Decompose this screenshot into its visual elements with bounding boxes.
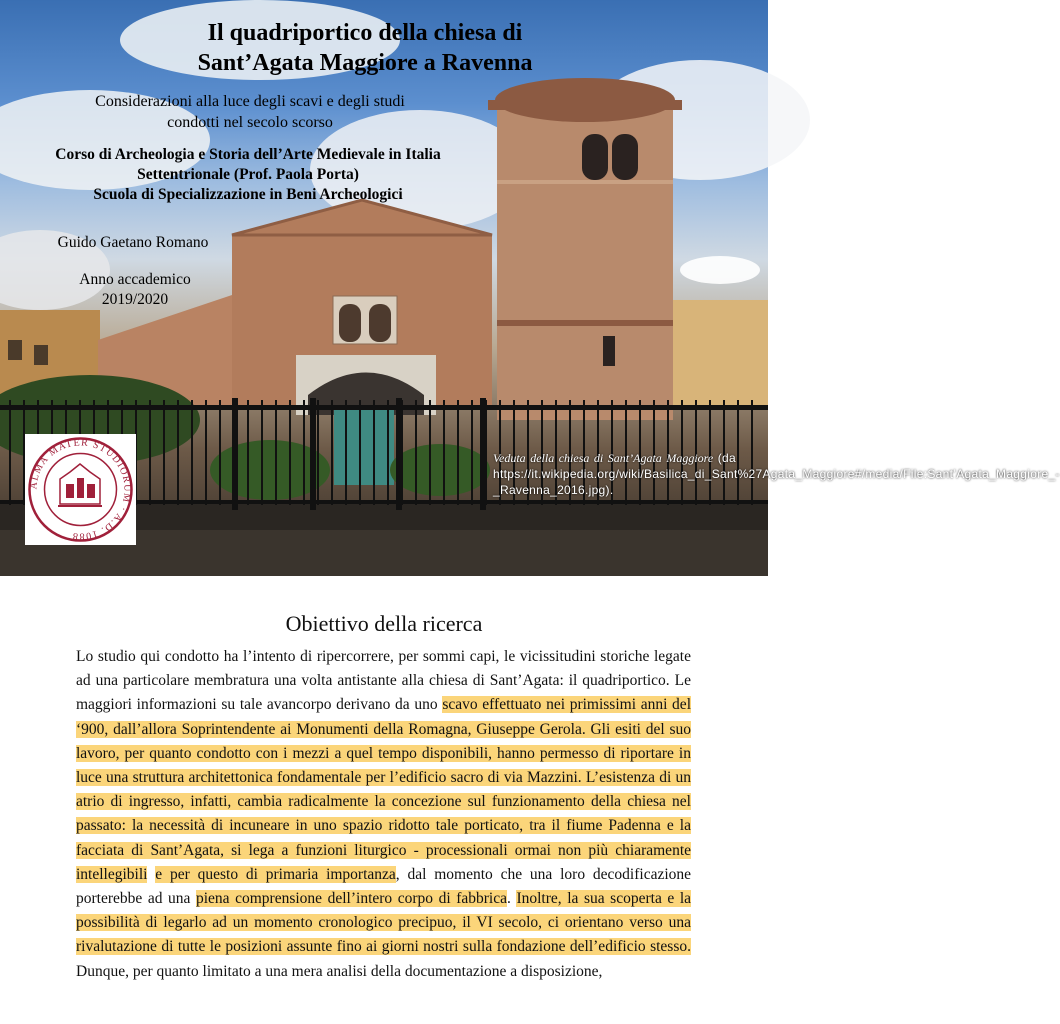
body-paragraph	[76, 645, 691, 984]
seal-icon	[25, 434, 136, 545]
highlighted-text: piena comprensione dell’intero corpo di fabbrica	[195, 890, 507, 908]
caption-lead: Veduta della chiesa di Sant’Agata Maggiore	[493, 451, 714, 465]
caption-source-link[interactable]: (da https://it.wikipedia.org/wiki/Basilica_di_Sant%27Agata_Maggiore#/media/File:Sant’Agata_Maggiore_-_Ravenna_2016.jpg).	[493, 451, 1060, 497]
academic-year	[30, 270, 240, 310]
author-name: Guido Gaetano Romano	[57, 234, 209, 251]
year-label: Anno accademico	[79, 271, 191, 288]
course-info	[10, 145, 486, 205]
highlighted-text: scavo effettuato nei primissimi anni del ‘900, dall’allora Soprintendente ai Monumenti della Romagna, Giuseppe Gerola. Gli esiti del suo lavoro, per quanto condotto con i mezzi a quel tempo disponibili, hanno permesso di riportare in luce una struttura architettonica fondamentale per l’edificio sacro di via Mazzini. L’esistenza di un atrio di ingresso, infatti, cambia radicalmente la concezione sul funzionamento della chiesa nel passato: la necessità di incuneare in uno spazio ridotto tale porticato, tra il fiume Padenna e la facciata di Sant’Agata, si lega a funzioni liturgico - processionali ormai non più chiaramente intellegibili	[76, 696, 691, 883]
text-segment: , dal momento che una loro decodificazione porterebbe ad una	[76, 865, 692, 908]
course-line-3: Scuola di Specializzazione in Beni Archeologici	[93, 186, 403, 203]
title-line-1: Il quadriportico della chiesa di	[207, 20, 523, 46]
photo-caption	[493, 450, 1060, 498]
text-segment: .	[507, 890, 517, 908]
subtitle-line-2: condotti nel secolo scorso	[167, 114, 333, 131]
course-line-1: Corso di Archeologia e Storia dell’Arte Medievale in Italia	[55, 146, 441, 163]
university-seal-logo	[25, 434, 136, 545]
subtitle-line-1: Considerazioni alla luce degli scavi e degli studi	[95, 93, 405, 110]
text-segment: Lo studio qui condotto ha l’intento di ripercorrere, per sommi capi, le vicissitudini storiche legate ad una particolare membratura una volta antistante alla chiesa di Sant’Agata: il quadriportico. Le maggiori informazioni su tale avancorpo derivano da uno	[76, 648, 691, 714]
course-line-2: Settentrionale (Prof. Paola Porta)	[137, 166, 359, 183]
text-segment: Dunque, per quanto limitato a una mera analisi della documentazione a disposizione,	[76, 962, 603, 980]
highlighted-text: e per questo di primaria importanza	[155, 865, 396, 883]
seal-text: ALMA MATER STUDIORUM · A.D. 1088	[28, 437, 133, 542]
section-heading: Obiettivo della ricerca	[285, 611, 483, 636]
title-line-2: Sant’Agata Maggiore a Ravenna	[197, 50, 533, 76]
document-title	[140, 18, 590, 78]
highlighted-text: Inoltre, la sua scoperta e la possibilità di legarlo ad un momento cronologico precipuo, il VI secolo, ci orientano verso una rivalutazione di tutte le posizioni assunte fino ai giorni nostri sulla fondazione dell’edificio stesso.	[76, 890, 692, 956]
document-subtitle	[40, 91, 460, 133]
year-value: 2019/2020	[101, 291, 169, 308]
